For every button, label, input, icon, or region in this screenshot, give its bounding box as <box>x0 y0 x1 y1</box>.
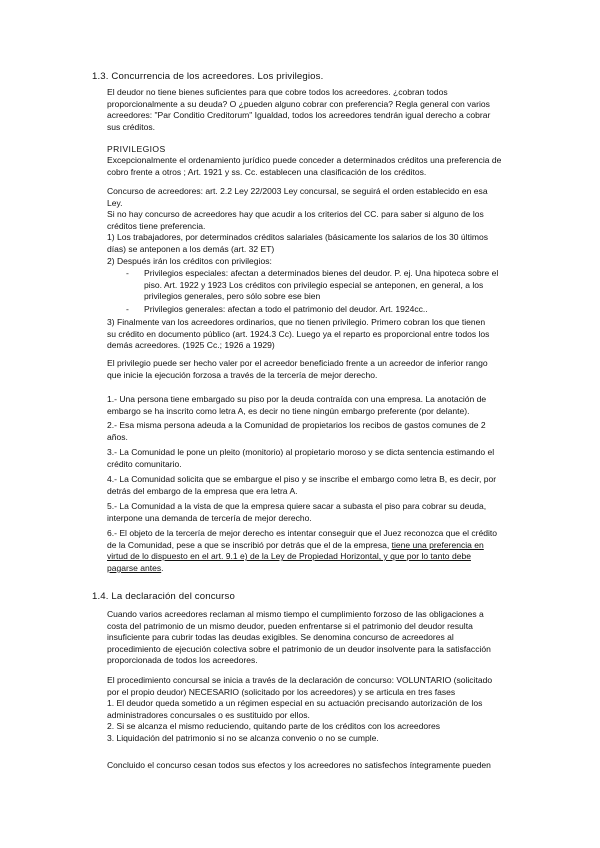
bullet-text: Privilegios generales: afectan a todo el patrimonio del deudor. Art. 1924cc.. <box>144 304 428 314</box>
step-6-end: . <box>161 562 164 573</box>
example-step-3: 3.- La Comunidad le pone un pleito (monitorio) al propietario moroso y se dicta sentencia estimando el crédito comunitario. <box>107 447 495 469</box>
example-step-2: 2.- Esa misma persona adeuda a la Comunidad de propietarios los recibos de gastos comunes de 2 años. <box>107 420 486 442</box>
ordinarios-paragraph: 3) Finalmente van los acreedores ordinarios, que no tienen privilegio. Primero cobran los que tienen su crédito en documento público (art. 1924.3 Cc). Luego ya el reparto es proporcional entre todos los demás acreedores. (1925 Cc.; 1926 a 1929) <box>107 317 490 351</box>
concurso-paragraph: Concurso de acreedores: art. 2.2 Ley 22/2003 Ley concursal, se seguirá el orden establecido en esa Ley. Si no hay concurso de acreedores hay que acudir a los criterios del CC. para saber si alguno de los créditos tiene preferencia. 1) Los trabajadores, por determinados créditos salariales (básicamente los salarios de los 30 últimos días) se anteponen a los demás (art. 32 ET) 2) Después irán los créditos con privilegios: <box>107 186 489 266</box>
example-step-4: 4.- La Comunidad solicita que se embargue el piso y se inscribe el embargo como letra B, es decir, por detrás del embargo de la empresa que era letra A. <box>107 474 497 496</box>
example-step-1: 1.- Una persona tiene embargado su piso por la deuda contraída con una empresa. La anotación de embargo se ha inscrito como letra A, es decir no tiene ningún embargo preferente (por delante). <box>107 394 487 416</box>
privilegios-title: PRIVILEGIOS <box>107 144 166 154</box>
privilegios-paragraph: Excepcionalmente el ordenamiento jurídico puede conceder a determinados créditos una preferencia de cobro frente a otros ; Art. 1921 y ss. Cc. establecen una clasificación de los créditos. <box>107 155 502 177</box>
bullet-text: Privilegios especiales: afectan a determinados bienes del deudor. P. ej. Una hipoteca sobre el piso. Art. 1922 y 1923 Los créditos con privilegio especial se anteponen, en general, a los privilegios generales, pero sólo sobre ese bien <box>144 268 499 302</box>
intro-paragraph: El deudor no tiene bienes suficientes para que cobre todos los acreedores. ¿cobran todos proporcionalmente a su deuda? O ¿pueden alguno cobrar con preferencia? Regla general con varios acreedores: "Par Conditio Creditorum" Igualdad, todos los acreedores tendrán igual derecho a cobrar sus créditos. <box>107 87 491 132</box>
section-heading-1-4: 1.4. La declaración del concurso <box>92 591 235 602</box>
procedimiento-paragraph: El procedimiento concursal se inicia a través de la declaración de concurso: VOLUNTARIO (solicitado por el propio deudor) NECESARIO (solicitado por los acreedores) y se articula en tres fases 1. El deudor queda sometido a un régimen especial en su actuación precisando autorización de los administradores concursales o es sustituido por ellos. 2. Si se alcanza el mismo reduciendo, quitando parte de los créditos con los acreedores 3. Liquidación del patrimonio si no se alcanza convenio o no se cumple. <box>107 675 493 743</box>
step-6-underlined-text: tiene una preferencia en virtud de lo dispuesto en el art. 9.1 e) de la Ley de Propiedad Horizontal, y que por lo tanto debe pagarse antes <box>107 539 484 573</box>
example-step-5: 5.- La Comunidad a la vista de que la empresa quiere sacar a subasta el piso para cobrar su deuda, interpone una demanda de tercería de mejor derecho. <box>107 501 487 523</box>
concurso-definition-paragraph: Cuando varios acreedores reclaman al mismo tiempo el cumplimiento forzoso de las obligaciones a costa del patrimonio de un mismo deudor, pueden enfrentarse si el patrimonio del deudor resulta insuficiente para cubrir todas las deudas exigibles. Se denomina concurso de acreedores al procedimiento de ejecución colectiva sobre el patrimonio de un deudor insolvente para la satisfacción proporcionada de todos los acreedores. <box>107 609 491 666</box>
terceria-paragraph: El privilegio puede ser hecho valer por el acreedor beneficiado frente a un acreedor de inferior rango que inicie la ejecución forzosa a través de la tercería de mejor derecho. <box>107 358 488 380</box>
bullet-privilegios-generales <box>107 304 509 316</box>
bullet-privilegios-especiales <box>107 268 509 303</box>
bullet-marker: - <box>126 304 129 314</box>
example-step-6 <box>107 528 509 574</box>
conclusion-paragraph: Concluido el concurso cesan todos sus efectos y los acreedores no satisfechos íntegramente pueden <box>107 760 491 770</box>
step-6-text: 6.- El objeto de la tercería de mejor derecho es intentar conseguir que el Juez reconozca que el crédito de la Comunidad, pese a que se inscribió por detrás que el de la empresa, <box>107 528 498 550</box>
section-heading-1-3: 1.3. Concurrencia de los acreedores. Los privilegios. <box>92 71 324 82</box>
bullet-marker: - <box>126 268 129 278</box>
